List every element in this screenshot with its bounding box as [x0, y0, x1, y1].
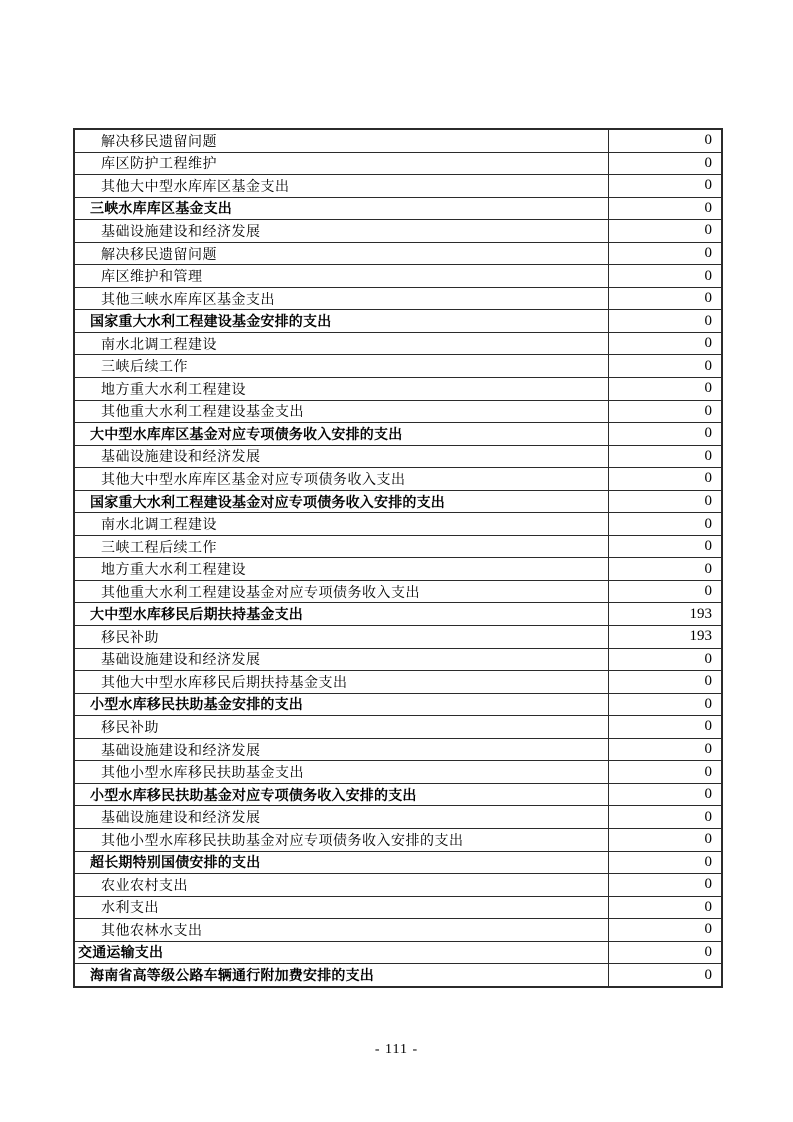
table-row — [75, 536, 721, 559]
table-row — [75, 220, 721, 243]
table-row — [75, 468, 721, 491]
table-row — [75, 603, 721, 626]
table-row — [75, 626, 721, 649]
item-value: 0 — [704, 583, 712, 600]
item-label: 交通运输支出 — [75, 942, 609, 964]
table-row — [75, 130, 721, 153]
item-label: 基础设施建设和经济发展 — [75, 739, 609, 761]
item-label: 解决移民遗留问题 — [75, 243, 609, 265]
table-row — [75, 491, 721, 514]
item-value: 0 — [704, 515, 712, 532]
budget-table — [73, 128, 723, 988]
item-value: 0 — [704, 402, 712, 419]
item-value: 0 — [704, 267, 712, 284]
item-label: 其他大中型水库移民后期扶持基金支出 — [75, 671, 609, 693]
item-value: 0 — [704, 921, 712, 938]
table-row — [75, 649, 721, 672]
table-row — [75, 761, 721, 784]
item-value: 193 — [689, 605, 712, 622]
table-row — [75, 355, 721, 378]
table-row — [75, 919, 721, 942]
table-row — [75, 333, 721, 356]
table-row — [75, 897, 721, 920]
item-value: 0 — [704, 222, 712, 239]
item-label: 南水北调工程建设 — [75, 513, 609, 535]
table-row — [75, 401, 721, 424]
item-label: 国家重大水利工程建设基金安排的支出 — [75, 310, 609, 332]
item-label: 解决移民遗留问题 — [75, 130, 609, 152]
table-row — [75, 310, 721, 333]
table-row — [75, 423, 721, 446]
item-label: 小型水库移民扶助基金对应专项债务收入安排的支出 — [75, 784, 609, 806]
item-value: 0 — [704, 447, 712, 464]
item-value: 193 — [689, 628, 712, 645]
item-label: 超长期特别国债安排的支出 — [75, 852, 609, 874]
item-value: 0 — [704, 673, 712, 690]
item-label: 国家重大水利工程建设基金对应专项债务收入安排的支出 — [75, 491, 609, 513]
table-row — [75, 446, 721, 469]
item-label: 地方重大水利工程建设 — [75, 378, 609, 400]
table-row — [75, 288, 721, 311]
item-value: 0 — [704, 763, 712, 780]
item-label: 水利支出 — [75, 897, 609, 919]
item-value: 0 — [704, 290, 712, 307]
item-value: 0 — [704, 132, 712, 149]
table-row — [75, 671, 721, 694]
item-value: 0 — [704, 312, 712, 329]
item-label: 海南省高等级公路车辆通行附加费安排的支出 — [75, 964, 609, 986]
item-label: 其他小型水库移民扶助基金支出 — [75, 761, 609, 783]
item-label: 其他重大水利工程建设基金对应专项债务收入支出 — [75, 581, 609, 603]
item-label: 三峡后续工作 — [75, 355, 609, 377]
item-value: 0 — [704, 245, 712, 261]
item-label: 其他三峡水库库区基金支出 — [75, 288, 609, 310]
item-label: 南水北调工程建设 — [75, 333, 609, 355]
item-label: 移民补助 — [75, 626, 609, 648]
table-row — [75, 581, 721, 604]
item-value: 0 — [704, 741, 712, 758]
item-value: 0 — [704, 380, 712, 397]
item-value: 0 — [704, 966, 712, 983]
item-value: 0 — [704, 831, 712, 848]
item-value: 0 — [704, 808, 712, 825]
item-label: 库区防护工程维护 — [75, 153, 609, 175]
item-value: 0 — [704, 425, 712, 442]
table-row — [75, 784, 721, 807]
table-row — [75, 806, 721, 829]
item-label: 其他大中型水库库区基金支出 — [75, 175, 609, 197]
table-row — [75, 694, 721, 717]
item-value: 0 — [704, 898, 712, 915]
item-label: 其他农林水支出 — [75, 919, 609, 941]
item-value: 0 — [704, 876, 712, 893]
item-value: 0 — [704, 943, 712, 960]
table-row — [75, 558, 721, 581]
item-value: 0 — [704, 650, 712, 667]
item-value: 0 — [704, 177, 712, 194]
item-label: 地方重大水利工程建设 — [75, 558, 609, 580]
item-value: 0 — [704, 853, 712, 870]
item-label: 其他小型水库移民扶助基金对应专项债务收入安排的支出 — [75, 829, 609, 851]
item-label: 小型水库移民扶助基金安排的支出 — [75, 694, 609, 716]
table-row — [75, 265, 721, 288]
table-row — [75, 198, 721, 221]
item-value: 0 — [704, 493, 712, 510]
table-row — [75, 874, 721, 897]
table-row — [75, 513, 721, 536]
table-row — [75, 942, 721, 965]
item-label: 三峡水库库区基金支出 — [75, 198, 609, 220]
item-label: 基础设施建设和经济发展 — [75, 649, 609, 671]
item-value: 0 — [704, 560, 712, 577]
item-label: 大中型水库移民后期扶持基金支出 — [75, 603, 609, 625]
item-label: 其他大中型水库库区基金对应专项债务收入支出 — [75, 468, 609, 490]
item-value: 0 — [704, 154, 712, 171]
item-label: 三峡工程后续工作 — [75, 536, 609, 558]
item-label: 基础设施建设和经济发展 — [75, 806, 609, 828]
item-label: 基础设施建设和经济发展 — [75, 220, 609, 242]
table-row — [75, 852, 721, 875]
item-value: 0 — [704, 695, 712, 712]
item-value: 0 — [704, 718, 712, 735]
item-label: 基础设施建设和经济发展 — [75, 446, 609, 468]
item-value: 0 — [704, 199, 712, 216]
table-row — [75, 716, 721, 739]
table-row — [75, 243, 721, 266]
table-row — [75, 964, 721, 986]
table-row — [75, 829, 721, 852]
table-row — [75, 739, 721, 762]
item-value: 0 — [704, 335, 712, 352]
page-number: - 111 - — [374, 1042, 419, 1057]
item-value: 0 — [704, 538, 712, 555]
item-label: 库区维护和管理 — [75, 265, 609, 287]
item-value: 0 — [704, 470, 712, 487]
item-label: 大中型水库库区基金对应专项债务收入安排的支出 — [75, 423, 609, 445]
item-label: 其他重大水利工程建设基金支出 — [75, 401, 609, 423]
item-value: 0 — [704, 786, 712, 803]
item-label: 移民补助 — [75, 716, 609, 738]
item-value: 0 — [704, 357, 712, 374]
item-label: 农业农村支出 — [75, 874, 609, 896]
table-row — [75, 153, 721, 176]
table-row — [75, 175, 721, 198]
table-row — [75, 378, 721, 401]
